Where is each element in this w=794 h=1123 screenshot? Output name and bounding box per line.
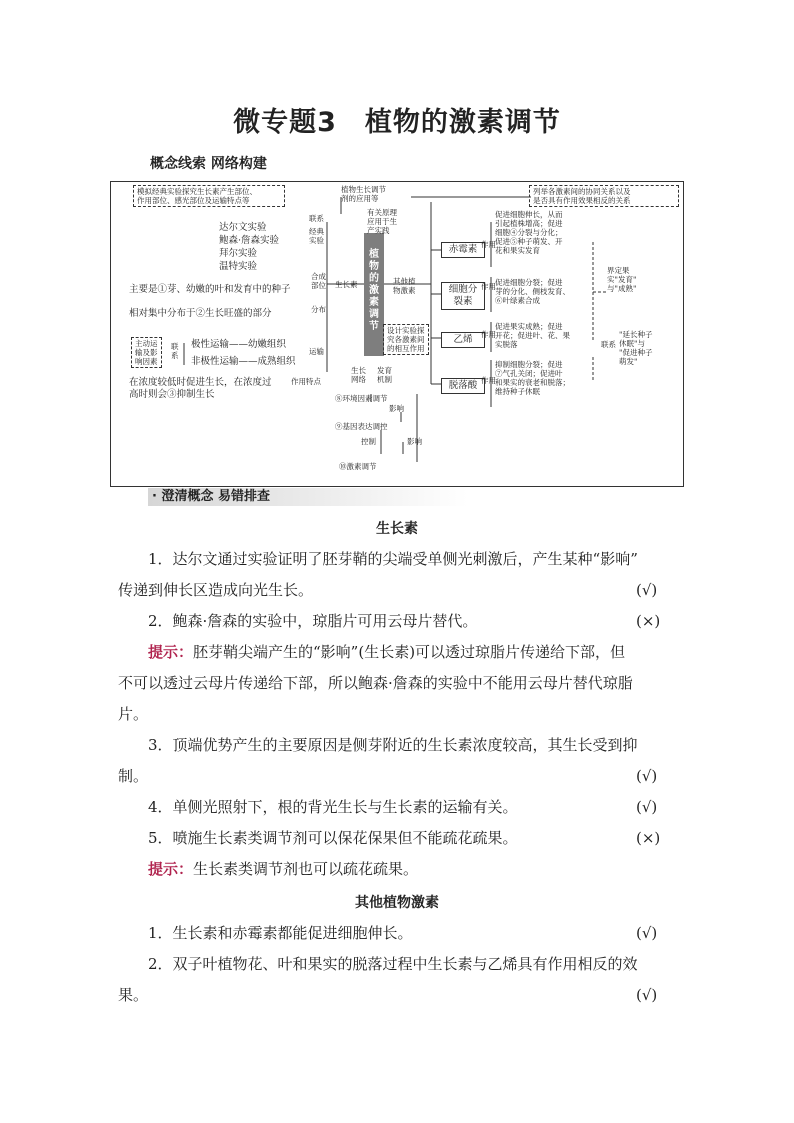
item-other-2: 2．双子叶植物花、叶和果实的脱落过程中生长素与乙烯具有作用相反的效 果。 [118, 955, 638, 1004]
section-subtitle: 概念线索 网络构建 [150, 156, 267, 172]
experiment-item: 鲍森·詹森实验 [219, 235, 280, 246]
control-label: 控制 [361, 437, 376, 446]
feature-label: 作用特点 [291, 377, 321, 386]
top-left-note: 模拟经典实验探究生长素产生部位、 作用部位、感光部位及运输特点等 [133, 185, 285, 207]
distribution-label: 分布 [311, 305, 326, 314]
experiment-item: 达尔文实验 [219, 222, 267, 233]
active-transport-note: 主动运 输及影 响因素 [131, 337, 162, 368]
hint-2: 提示：胚芽鞘尖端产生的“影响”(生长素)可以透过琼脂片传递给下部，但 不可以透过云母片传递给下部，所以鲍森·詹森的实验中不能用云母片替代琼脂 片。 [118, 643, 633, 723]
item-2: 2．鲍森·詹森的实验中，琼脂片可用云母片替代。 [148, 612, 478, 630]
auxin-label: 生长素 [335, 280, 358, 289]
top-right-note: 列举各激素间的协同关系以及 是否具有作用效果相反的关系 [529, 185, 679, 207]
effect-label: 作用 [481, 282, 496, 291]
env-regulation: ⑧环境因素调节 [335, 394, 388, 403]
answer-mark: (√) [636, 798, 658, 816]
other-hormones-label: 其他植 物激素 [393, 277, 416, 295]
hormone-gibberellin: 赤霉素 [441, 242, 485, 258]
answer-mark: (√) [636, 924, 658, 942]
design-exp-note: 设计实验探 究各激素间 的相互作用 [383, 324, 429, 355]
relate-app: 有关原理 应用于生 产实践 [367, 208, 397, 235]
exp-label: 经典 实验 [309, 227, 324, 245]
polar-transport: 极性运输——幼嫩组织 [191, 339, 287, 350]
hormone-cytokinin: 细胞分裂素 [441, 282, 485, 310]
top-mid-label: 植物生长调节 剂的应用等 [341, 185, 386, 203]
answer-mark: (√) [636, 986, 658, 1004]
cytokinin-effect: 促进细胞分裂；促进 芽的分化、侧枝发育、 ⑥叶绿素合成 [495, 278, 570, 305]
link-label: 联 系 [171, 342, 179, 360]
experiment-item: 温特实验 [219, 261, 258, 272]
synthesis-label: 合成 部位 [311, 272, 326, 290]
abscisic-effect: 抑制细胞分裂；促进 ⑦气孔关闭；促进叶 和果实的衰老和脱落； 维持种子休眠 [495, 360, 570, 396]
gibberellin-effect: 促进细胞伸长，从而 引起植株增高；促进 细胞④分裂与分化； 促进⑤种子萌发、开 花和果实发育 [495, 210, 563, 255]
hormone-ethylene: 乙烯 [441, 332, 485, 348]
item-other-1: 1．生长素和赤霉素都能促进细胞伸长。 [148, 924, 413, 942]
experiment-item: 拜尔实验 [219, 248, 258, 259]
influence-label: 影响 [407, 437, 422, 446]
section-bar: · 澄清概念 易错排查 [148, 488, 468, 506]
hormone-regulation: ⑩激素调节 [339, 462, 377, 471]
hormone-abscisic: 脱落酸 [441, 378, 485, 394]
section-heading-other: 其他植物激素 [355, 895, 439, 911]
concept-map [110, 181, 684, 487]
synthesis-text: 主要是①芽、幼嫩的叶和发育中的种子 [129, 284, 291, 295]
nonpolar-transport: 非极性运输——成熟组织 [191, 356, 296, 367]
right-note-1: 界定果 实"发育" 与"成熟" [607, 266, 637, 293]
item-3: 3．顶端优势产生的主要原因是侧芽附近的生长素浓度较高，其生长受到抑 制。 [118, 736, 638, 785]
item-5: 5．喷施生长素类调节剂可以保花保果但不能疏花疏果。 [148, 829, 518, 847]
answer-mark: (×) [636, 612, 661, 630]
right-note-2: "延长种子 休眠"与 "促进种子 萌发" [619, 330, 653, 366]
item-1: 1．达尔文通过实验证明了胚芽鞘的尖端受单侧光刺激后，产生某种“影响” 传递到伸长区造成向光生长。 [118, 550, 638, 599]
feature-text: 在浓度较低时促进生长，在浓度过 高时则会③抑制生长 [129, 377, 272, 400]
section-heading-auxin: 生长素 [376, 521, 418, 537]
page-title: 微专题3 植物的激素调节 [233, 107, 561, 138]
dev-label: 发育 机制 [377, 366, 392, 384]
ethylene-effect: 促进果实成熟；促进 开花；促进叶、花、果 实脱落 [495, 322, 570, 349]
gene-regulation: ⑨基因表达调控 [335, 422, 388, 431]
link-label: 联系 [601, 340, 616, 349]
transport-label: 运输 [309, 347, 324, 356]
answer-mark: (√) [636, 581, 658, 599]
central-topic: 植 物 的 激 素 调 节 [364, 233, 384, 356]
effect-label: 作用 [481, 240, 496, 249]
distribution-text: 相对集中分布于②生长旺盛的部分 [129, 308, 272, 319]
item-4: 4．单侧光照射下，根的背光生长与生长素的运输有关。 [148, 798, 518, 816]
answer-mark: (√) [636, 767, 658, 785]
influence-label: 影响 [389, 404, 404, 413]
link-label: 联系 [309, 214, 324, 223]
effect-label: 作用 [481, 376, 496, 385]
effect-label: 作用 [481, 330, 496, 339]
hint-5: 提示：生长素类调节剂也可以疏花疏果。 [148, 860, 419, 878]
answer-mark: (×) [636, 829, 661, 847]
growth-label: 生长 网络 [351, 366, 366, 384]
